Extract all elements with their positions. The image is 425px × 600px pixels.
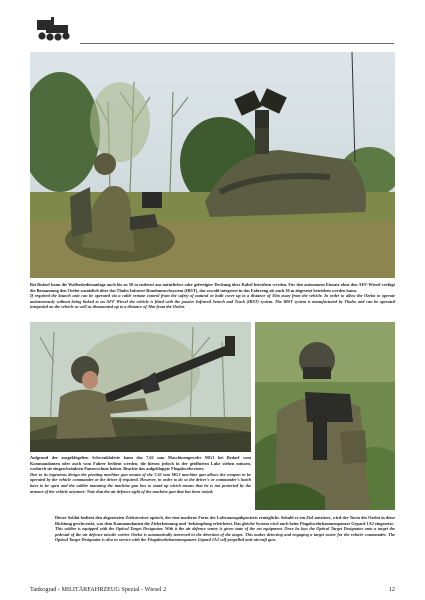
publisher-logo xyxy=(34,16,74,42)
header-rule xyxy=(80,43,394,44)
page-number: 12 xyxy=(388,586,395,593)
caption-top xyxy=(30,282,395,310)
caption-top-german: Bei Bedarf kann die Waffenbedienanlage auch bis zu 50 m entfernt aus natürlicher oder gefertigter Deckung über Kabel betrieben werden. Für den autonomen Einsatz ohne den AFF-Wiesel verfügt die Bemannung den Ozelot zusätzlich über das Thales Infrarot-Rundumsuchsystem (IRST), das sowohl integriert in das Fahrzeug als auch 30 m abgesetzt betrieben werden kann. xyxy=(30,282,395,293)
caption-bottom-english: This soldier is equipped with the Optical Target Designator. With it the air defence sentry is given state of the art equipment. Once he lays the Optical Target Designator onto a target the pedestal of the air defence missile carrier Ozelot is automatically traversed in the direction of the target. This makes detecting and engaging a target easier for the vehicle commander. The Optical Target Designator is also in service with the Flugabwehrkanonenpanzer Gepard 1A2 self-propelled anti-aircraft gun. xyxy=(55,526,395,543)
caption-top-english: If required the launch unit can be operated via a cable remote control from the safety of natural or built cover up to a distance of 50m away from the vehicle. In order to allow the Ozelot to operate autonomously without being linked to an AFF Wiesel the vehicle is fitted with the passive Infrared Search and Track (IRST) system. The IRST system is manufactured by Thales and can be operated integrated on the vehicle as well as dismounted up to a distance of 30m from the Ozelot. xyxy=(30,293,395,310)
photo-mg3-gunner xyxy=(30,322,251,452)
caption-middle xyxy=(30,455,251,494)
photo-ozelot-remote-operation xyxy=(30,52,395,278)
footer-publication-title: Tankograd - MILITÄRFAHRZEUG Spezial - Wiesel 2 xyxy=(30,586,167,593)
caption-middle-english: Due to its ingenious design the pivoting machine gun mount of the 7.62 mm MG3 machine gun allows the weapon to be operated by the vehicle commander or the driver if required. However, in order to do so the driver's or commander's hatch have to be open and the soldier manning the machine gun has to stand up which means that he is not protected by the armour of the vehicle anymore. Note that the air defence sight of the machine gun that has been raised. xyxy=(30,471,251,494)
photo-optical-target-designator xyxy=(255,322,395,510)
caption-bottom xyxy=(55,515,395,543)
caption-middle-german: Aufgrund der ausgeklügelten Schwenklafette kann das 7,62 mm Maschinengewehr MG3 bei Bedarf vom Kommandanten oder auch vom Fahrer bedient werden, die hierzu jedoch in der geöffneten Luke stehen müssen, wodurch sie eingeschränkten Panzerschutz haben. Beachte das aufgeklappte Flugabwehrvisier. xyxy=(30,455,251,472)
caption-bottom-german: Dieser Soldat bedient den abgesetzten Zielzuweiser optisch, der eine moderne Form des Luftraumspähposteris ermöglicht. Sobald er ein Ziel anvisiert, wird der Turm des Ozelot in diese Richtung geschwenkt, was dem Kommandanten die Zielerkennung und -bekämpfung erleichtert. Das gleiche System wird auch beim Flugabwehrkanonenpanzer Gepard 1A2 eingesetzt. xyxy=(55,515,395,526)
